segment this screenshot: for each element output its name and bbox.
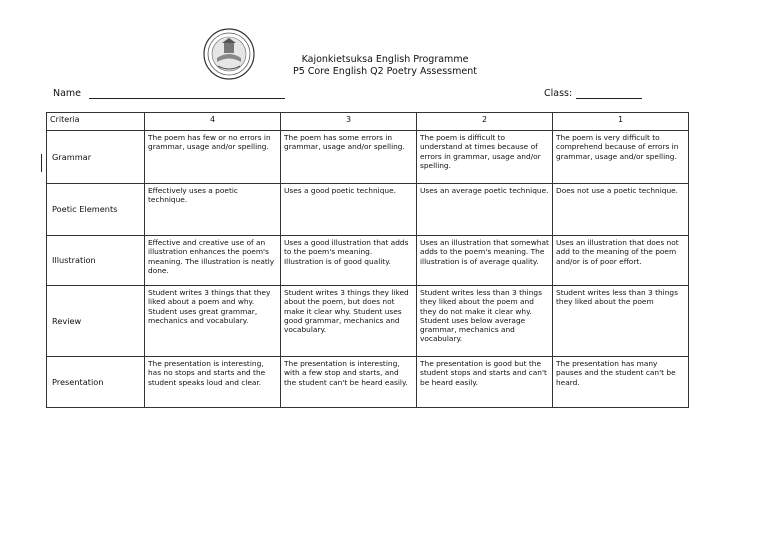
class-input-line[interactable] [576,89,642,99]
rubric-cell: Effective and creative use of an illustration enhances the poem's meaning. The illustration is neatly done. [145,236,281,286]
criterion-label: Presentation [47,357,145,408]
school-name: Kajonkietsuksa English Programme [301,54,469,65]
rubric-header-row [47,113,689,131]
table-row [47,357,689,408]
rubric-cell: Student writes less than 3 things they liked about the poem [553,286,689,357]
margin-mark [41,154,42,172]
rubric-cell: Uses an average poetic technique. [417,184,553,236]
rubric-cell: Does not use a poetic technique. [553,184,689,236]
rubric-cell: Uses an illustration that somewhat adds to the poem's meaning. The illustration is of average quality. [417,236,553,286]
assessment-title: P5 Core English Q2 Poetry Assessment [293,66,477,77]
table-row [47,236,689,286]
rubric-cell: The presentation is good but the student stops and starts and can't be heard easily. [417,357,553,408]
score-header: 2 [417,113,553,131]
table-row [47,131,689,184]
rubric-cell: The poem is very difficult to comprehend because of errors in grammar, usage and/or spelling. [553,131,689,184]
rubric-cell: Uses an illustration that does not add to the meaning of the poem and/or is of poor effort. [553,236,689,286]
class-label: Class: [544,88,573,99]
name-label: Name [53,88,82,99]
score-header: 1 [553,113,689,131]
name-input-line[interactable] [89,89,285,99]
criterion-label: Review [47,286,145,357]
rubric-cell: Effectively uses a poetic technique. [145,184,281,236]
rubric-cell: The presentation is interesting, has no stops and starts and the student speaks loud and clear. [145,357,281,408]
rubric-cell: Uses a good illustration that adds to the poem's meaning. Illustration is of good quality. [281,236,417,286]
rubric-cell: The presentation is interesting, with a few stop and starts, and the student can't be heard easily. [281,357,417,408]
rubric-cell: Student writes 3 things that they liked about a poem and why. Student uses great grammar, mechanics and vocabulary. [145,286,281,357]
rubric-cell: The poem has some errors in grammar, usage and/or spelling. [281,131,417,184]
name-field-row [53,88,285,99]
criterion-label: Illustration [47,236,145,286]
rubric-cell: Student writes 3 things they liked about the poem, but does not make it clear why. Student uses good grammar, mechanics and vocabulary. [281,286,417,357]
rubric-cell: The poem has few or no errors in grammar, usage and/or spelling. [145,131,281,184]
rubric-cell: The poem is difficult to understand at times because of errors in grammar, usage and/or spelling. [417,131,553,184]
table-row [47,286,689,357]
criteria-header: Criteria [47,113,145,131]
class-field-row [544,88,642,99]
rubric-cell: Student writes less than 3 things they liked about the poem and they do not make it clear why. Student uses below average grammar, mechanics and vocabulary. [417,286,553,357]
rubric-cell: Uses a good poetic technique. [281,184,417,236]
criterion-label: Poetic Elements [47,184,145,236]
score-header: 3 [281,113,417,131]
criterion-label: Grammar [47,131,145,184]
rubric-table [46,112,689,408]
table-row [47,184,689,236]
score-header: 4 [145,113,281,131]
rubric-cell: The presentation has many pauses and the student can't be heard. [553,357,689,408]
